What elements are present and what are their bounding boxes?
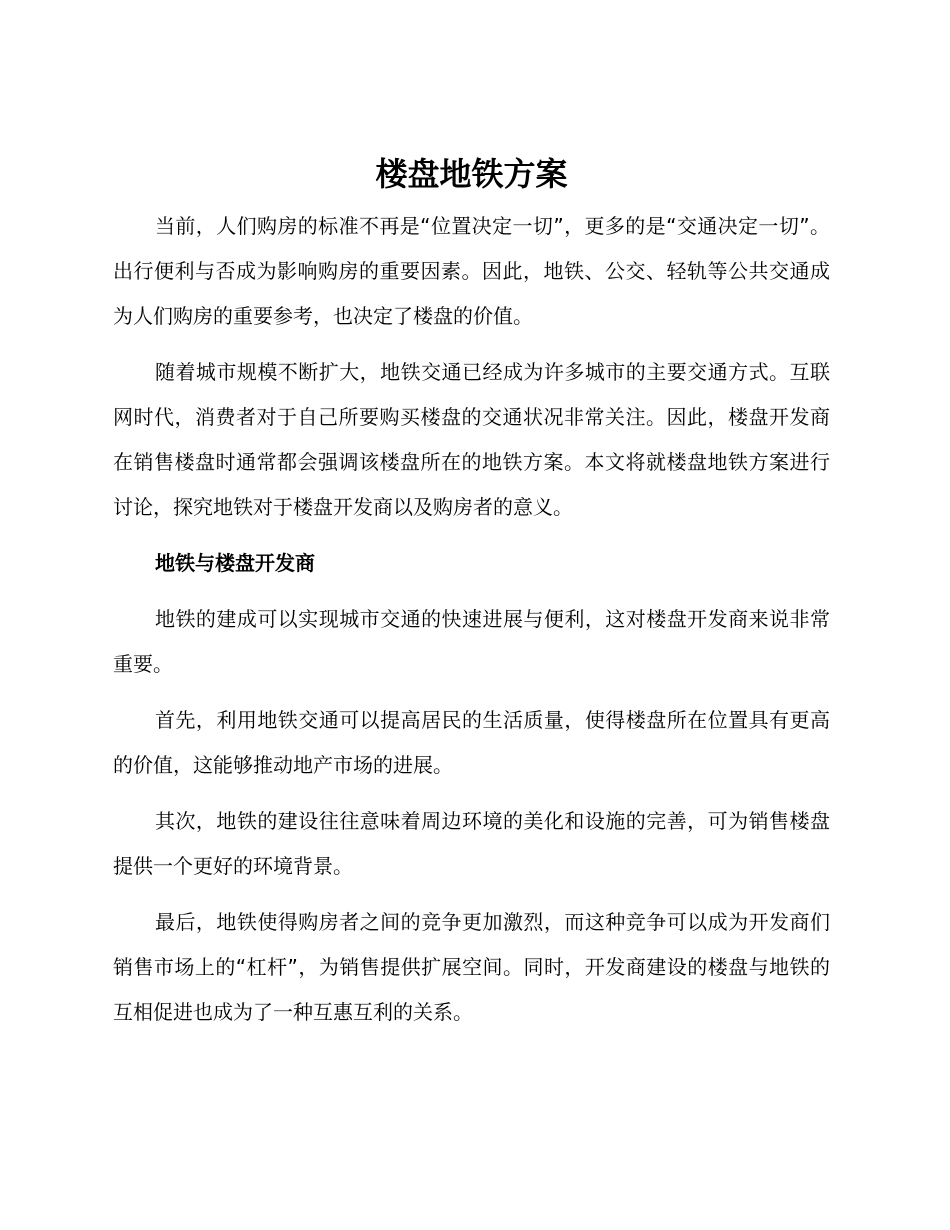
section-heading: 地铁与楼盘开发商 bbox=[155, 551, 315, 575]
document-title: 楼盘地铁方案 bbox=[375, 155, 568, 193]
intro-paragraph-2: 随着城市规模不断扩大，地铁交通已经成为许多城市的主要交通方式。互联网时代，消费者对于自己所要购买楼盘的交通状况非常关注。因此，楼盘开发商在销售楼盘时通常都会强调该楼盘所在的地铁方案。本文将就楼盘地铁方案进行讨论，探究地铁对于楼盘开发商以及购房者的意义。 bbox=[113, 360, 830, 519]
document-body bbox=[113, 148, 830, 1046]
section-paragraph-1: 地铁的建成可以实现城市交通的快速进展与便利，这对楼盘开发商来说非常重要。 bbox=[113, 607, 830, 676]
section-paragraph-4: 最后，地铁使得购房者之间的竞争更加激烈，而这种竞争可以成为开发商们销售市场上的“杠杆”，为销售提供扩展空间。同时，开发商建设的楼盘与地铁的互相促进也成为了一种互惠互利的关系。 bbox=[113, 910, 830, 1024]
section-paragraph-3: 其次，地铁的建设往往意味着周边环境的美化和设施的完善，可为销售楼盘提供一个更好的环境背景。 bbox=[113, 809, 830, 878]
intro-paragraph-1: 当前，人们购房的标准不再是“位置决定一切”，更多的是“交通决定一切”。出行便利与否成为影响购房的重要因素。因此，地铁、公交、轻轨等公共交通成为人们购房的重要参考，也决定了楼盘的价值。 bbox=[113, 214, 830, 328]
section-paragraph-2: 首先，利用地铁交通可以提高居民的生活质量，使得楼盘所在位置具有更高的价值，这能够推动地产市场的进展。 bbox=[113, 708, 830, 777]
